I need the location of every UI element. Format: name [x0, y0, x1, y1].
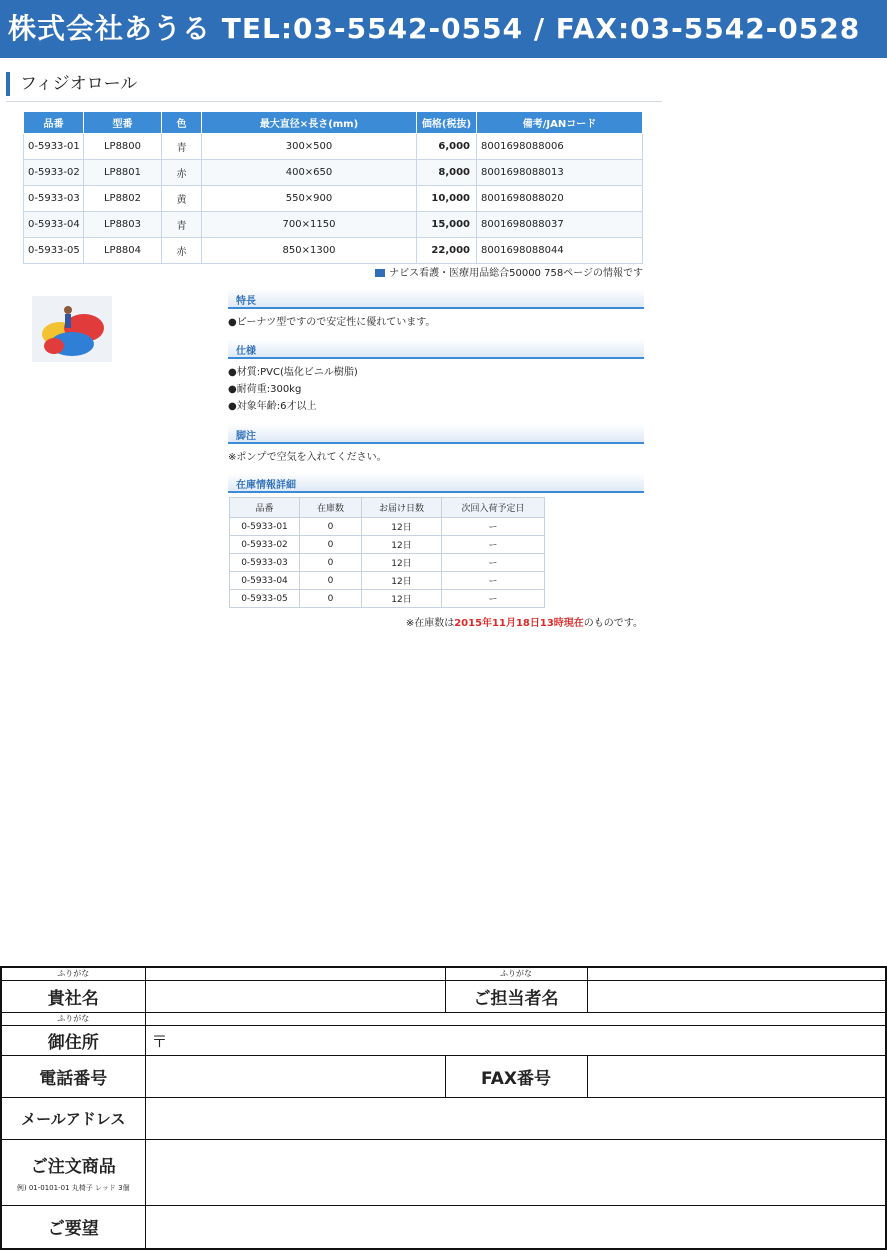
cell-item-no: 0-5933-01	[24, 134, 84, 160]
furigana-label-company: ふりがな	[1, 967, 145, 980]
request-field[interactable]	[145, 1205, 886, 1249]
order-example: 例) 01-0101-01 丸椅子 レッド 3個	[16, 1183, 130, 1192]
form-row-furigana-address	[1, 1012, 886, 1025]
table-row	[230, 572, 545, 590]
cell-color: 青	[162, 134, 202, 160]
table-row	[230, 590, 545, 608]
order-label-cell	[1, 1139, 145, 1205]
cell-size: 550×900	[202, 186, 417, 212]
phone-field[interactable]	[145, 1055, 445, 1097]
table-row	[230, 554, 545, 572]
cell-model: LP8802	[84, 186, 162, 212]
cell-price: 6,000	[417, 134, 477, 160]
request-label: ご要望	[1, 1205, 145, 1249]
form-row-phone	[1, 1055, 886, 1097]
person-label: ご担当者名	[445, 980, 587, 1012]
stock-cell-next-arrival: ー	[442, 590, 545, 608]
cell-price: 15,000	[417, 212, 477, 238]
col-header-model: 型番	[84, 112, 162, 134]
email-label: メールアドレス	[1, 1097, 145, 1139]
table-row	[230, 536, 545, 554]
postal-mark: 〒	[151, 1031, 168, 1051]
stock-cell-delivery: 12日	[362, 590, 442, 608]
cell-jan: 8001698088013	[477, 160, 643, 186]
catalog-source-text: ナビス看護・医療用品総合50000 758ページの情報です	[389, 268, 643, 279]
cell-size: 850×1300	[202, 238, 417, 264]
col-header-item-no: 品番	[24, 112, 84, 134]
table-row	[24, 212, 643, 238]
cell-jan: 8001698088044	[477, 238, 643, 264]
stock-cell-next-arrival: ー	[442, 554, 545, 572]
table-row	[24, 186, 643, 212]
stock-table-header	[230, 498, 545, 518]
spec-line-age: ●対象年齢:6才以上	[228, 401, 317, 412]
address-field[interactable]	[145, 1025, 886, 1055]
cell-item-no: 0-5933-05	[24, 238, 84, 264]
stock-note-date: 2015年11月18日13時現在	[454, 618, 584, 629]
address-furigana-field[interactable]	[145, 1012, 886, 1025]
stock-cell-quantity: 0	[300, 536, 362, 554]
feature-line: ●ピーナツ型ですので安定性に優れています。	[228, 317, 436, 328]
fax-field[interactable]	[587, 1055, 886, 1097]
cell-size: 700×1150	[202, 212, 417, 238]
order-form	[0, 966, 887, 1250]
cell-item-no: 0-5933-04	[24, 212, 84, 238]
form-row-email	[1, 1097, 886, 1139]
stock-cell-next-arrival: ー	[442, 536, 545, 554]
physio-roll-illustration	[32, 296, 112, 362]
stock-col-quantity: 在庫数	[300, 498, 362, 518]
cell-jan: 8001698088020	[477, 186, 643, 212]
col-header-jan: 備考/JANコード	[477, 112, 643, 134]
section-title-specs: 仕様	[236, 346, 256, 357]
stock-cell-item-no: 0-5933-04	[230, 572, 300, 590]
order-field[interactable]	[145, 1139, 886, 1205]
col-header-color: 色	[162, 112, 202, 134]
cell-item-no: 0-5933-03	[24, 186, 84, 212]
stock-cell-delivery: 12日	[362, 518, 442, 536]
stock-col-item-no: 品番	[230, 498, 300, 518]
form-row-request	[1, 1205, 886, 1249]
company-field[interactable]	[145, 980, 445, 1012]
form-row-furigana-company	[1, 967, 886, 980]
note-line: ※ポンプで空気を入れてください。	[228, 452, 387, 463]
stock-cell-quantity: 0	[300, 590, 362, 608]
spec-line-load: ●耐荷重:300kg	[228, 384, 302, 395]
stock-cell-item-no: 0-5933-03	[230, 554, 300, 572]
cell-jan: 8001698088006	[477, 134, 643, 160]
cell-model: LP8803	[84, 212, 162, 238]
stock-cell-delivery: 12日	[362, 554, 442, 572]
table-row	[24, 238, 643, 264]
col-header-size: 最大直径×長さ(mm)	[202, 112, 417, 134]
cell-size: 300×500	[202, 134, 417, 160]
order-form-table	[0, 966, 887, 1250]
cell-model: LP8801	[84, 160, 162, 186]
cell-price: 22,000	[417, 238, 477, 264]
cell-model: LP8800	[84, 134, 162, 160]
title-accent-bar	[6, 72, 10, 96]
phone-label: 電話番号	[1, 1055, 145, 1097]
cell-item-no: 0-5933-02	[24, 160, 84, 186]
section-title-notes: 脚注	[236, 431, 256, 442]
stock-cell-next-arrival: ー	[442, 572, 545, 590]
form-row-order	[1, 1139, 886, 1205]
furigana-label-address: ふりがな	[1, 1012, 145, 1025]
form-row-address	[1, 1025, 886, 1055]
section-header-stock	[228, 473, 644, 493]
cell-jan: 8001698088037	[477, 212, 643, 238]
cell-price: 10,000	[417, 186, 477, 212]
fax-label: FAX番号	[445, 1055, 587, 1097]
company-furigana-field[interactable]	[145, 967, 445, 980]
col-header-price: 価格(税抜)	[417, 112, 477, 134]
company-contact-banner: 株式会社あうる TEL:03-5542-0554 / FAX:03-5542-0528	[0, 0, 887, 58]
stock-timestamp-note	[340, 614, 643, 629]
stock-note-suffix: のものです。	[583, 618, 643, 629]
catalog-source-note	[360, 264, 643, 279]
stock-cell-next-arrival: ー	[442, 518, 545, 536]
section-title-stock: 在庫情報詳細	[236, 480, 296, 491]
cell-price: 8,000	[417, 160, 477, 186]
book-icon	[375, 269, 385, 277]
address-label: 御住所	[1, 1025, 145, 1055]
stock-cell-quantity: 0	[300, 518, 362, 536]
person-field[interactable]	[587, 980, 886, 1012]
cell-model: LP8804	[84, 238, 162, 264]
table-row	[230, 518, 545, 536]
spec-line-material: ●材質:PVC(塩化ビニル樹脂)	[228, 367, 358, 378]
cell-color: 赤	[162, 160, 202, 186]
section-header-features	[228, 289, 644, 309]
stock-cell-item-no: 0-5933-05	[230, 590, 300, 608]
product-table-header	[24, 112, 643, 134]
stock-cell-quantity: 0	[300, 554, 362, 572]
stock-col-delivery: お届け日数	[362, 498, 442, 518]
stock-cell-quantity: 0	[300, 572, 362, 590]
furigana-label-person: ふりがな	[445, 967, 587, 980]
table-row	[24, 160, 643, 186]
product-image	[32, 296, 112, 362]
cell-color: 青	[162, 212, 202, 238]
form-row-company	[1, 980, 886, 1012]
page-title-text: フィジオロール	[20, 74, 138, 94]
person-furigana-field[interactable]	[587, 967, 886, 980]
product-table	[23, 111, 643, 264]
section-header-specs	[228, 339, 644, 359]
section-title-features: 特長	[236, 296, 256, 307]
stock-cell-item-no: 0-5933-02	[230, 536, 300, 554]
stock-cell-delivery: 12日	[362, 572, 442, 590]
order-label: ご注文商品	[30, 1156, 116, 1177]
company-label: 貴社名	[1, 980, 145, 1012]
cell-color: 黄	[162, 186, 202, 212]
table-row	[24, 134, 643, 160]
email-field[interactable]	[145, 1097, 886, 1139]
stock-note-prefix: ※在庫数は	[405, 618, 455, 629]
stock-table	[229, 497, 545, 608]
cell-color: 赤	[162, 238, 202, 264]
stock-cell-item-no: 0-5933-01	[230, 518, 300, 536]
page-title	[6, 70, 662, 102]
cell-size: 400×650	[202, 160, 417, 186]
section-header-notes	[228, 424, 644, 444]
stock-col-next-arrival: 次回入荷予定日	[442, 498, 545, 518]
stock-cell-delivery: 12日	[362, 536, 442, 554]
